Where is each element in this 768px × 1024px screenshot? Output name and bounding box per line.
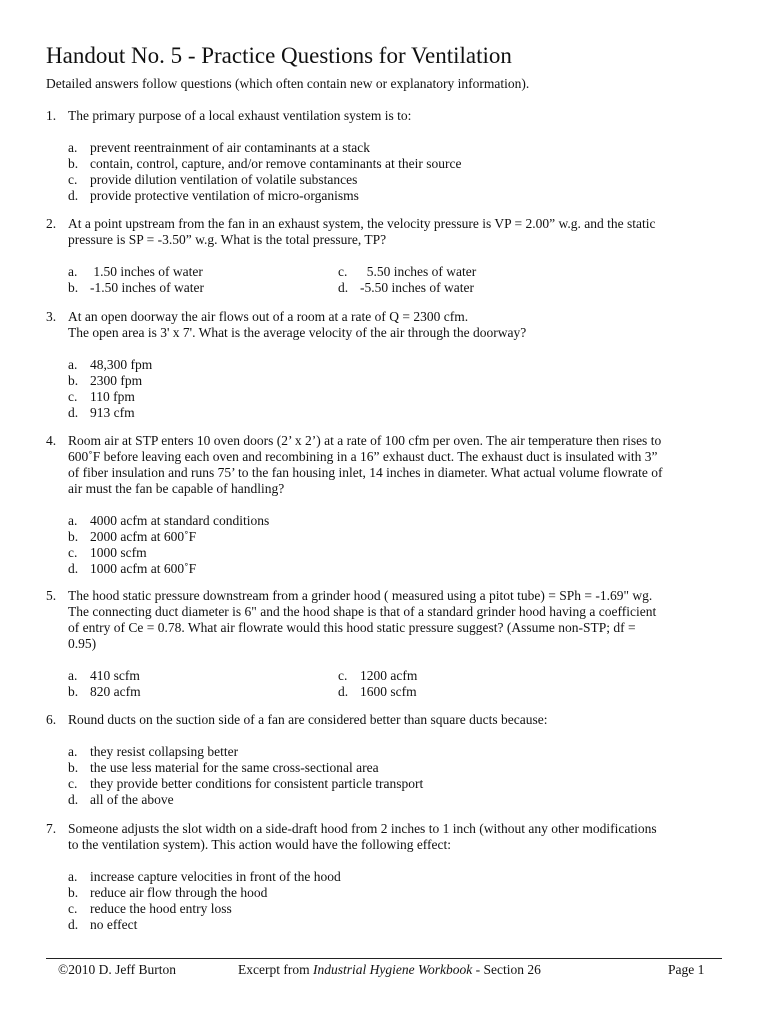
question-4 <box>46 433 736 577</box>
options-grid <box>46 264 736 296</box>
option-text: increase capture velocities in front of the hood <box>90 869 341 884</box>
footer-excerpt <box>238 962 541 978</box>
option-d <box>46 561 736 577</box>
option-a <box>46 513 736 529</box>
option-letter: b. <box>68 885 79 900</box>
options-list <box>46 744 736 808</box>
question-number: 2. <box>46 216 57 231</box>
option-letter: c. <box>68 172 78 187</box>
option-text: 48,300 fpm <box>90 357 153 372</box>
option-text: they resist collapsing better <box>90 744 239 759</box>
option-letter: a. <box>68 869 78 884</box>
options-list <box>46 513 736 577</box>
question-text: The open area is 3' x 7'. What is the average velocity of the air through the doorway? <box>68 325 527 340</box>
option-a <box>46 744 736 760</box>
option-a <box>46 140 736 156</box>
option-letter: c. <box>68 389 78 404</box>
question-number: 7. <box>46 821 57 836</box>
question-text: to the ventilation system). This action would have the following effect: <box>68 837 452 852</box>
question-text: Round ducts on the suction side of a fan are considered better than square ducts because: <box>68 712 548 727</box>
question-text: of entry of Ce = 0.78. What air flowrate would this hood static pressure suggest? (Assume non-STP; df = <box>68 620 636 635</box>
option-text: reduce air flow through the hood <box>90 885 268 900</box>
question-5 <box>46 588 736 700</box>
question-text: pressure is SP = -3.50” w.g. What is the total pressure, TP? <box>68 232 387 247</box>
question-text: Someone adjusts the slot width on a side-draft hood from 2 inches to 1 inch (without any other modifications <box>68 821 657 836</box>
question-text: Room air at STP enters 10 oven doors (2’ x 2’) at a rate of 100 cfm per oven. The air temperature then rises to <box>68 433 662 448</box>
footer-page-number: Page 1 <box>668 962 705 977</box>
option-b <box>46 529 736 545</box>
options-grid <box>46 668 736 700</box>
option-text: 2000 acfm at 600˚F <box>90 529 197 544</box>
option-text: 410 scfm <box>90 668 140 683</box>
option-text: -5.50 inches of water <box>360 280 474 295</box>
option-letter: c. <box>68 901 78 916</box>
option-text: all of the above <box>90 792 174 807</box>
option-c <box>46 901 736 917</box>
option-letter: a. <box>68 744 78 759</box>
option-text: 1.50 inches of water <box>90 264 203 279</box>
question-number: 1. <box>46 108 57 123</box>
options-list <box>46 140 736 204</box>
option-text: 1600 scfm <box>360 684 417 699</box>
option-letter: c. <box>68 776 78 791</box>
option-letter: d. <box>68 561 79 576</box>
option-b <box>46 885 736 901</box>
footer-book-title: Industrial Hygiene Workbook <box>312 962 473 977</box>
option-letter: d. <box>68 917 79 932</box>
option-text: 820 acfm <box>90 684 141 699</box>
option-letter: a. <box>68 513 78 528</box>
option-letter: b. <box>68 760 79 775</box>
option-c <box>46 776 736 792</box>
option-letter: a. <box>68 264 78 279</box>
footer-excerpt-prefix: Excerpt from <box>238 962 313 977</box>
option-a <box>46 357 736 373</box>
options-list <box>46 869 736 933</box>
option-text: 5.50 inches of water <box>360 264 477 279</box>
option-letter: b. <box>68 684 79 699</box>
option-d <box>46 405 736 421</box>
question-1 <box>46 108 736 204</box>
option-text: provide protective ventilation of micro-organisms <box>90 188 359 203</box>
options-list <box>46 357 736 421</box>
question-7 <box>46 821 736 933</box>
option-text: 913 cfm <box>90 405 135 420</box>
question-text: The hood static pressure downstream from a grinder hood ( measured using a pitot tube) = SPh = -1.69" wg. <box>68 588 653 603</box>
question-text: 0.95) <box>68 636 97 651</box>
option-text: 110 fpm <box>90 389 135 404</box>
option-text: prevent reentrainment of air contaminants at a stack <box>90 140 371 155</box>
page-title: Handout No. 5 - Practice Questions for Ventilation <box>46 43 512 68</box>
question-3 <box>46 309 736 421</box>
option-letter: d. <box>68 792 79 807</box>
option-b <box>46 156 736 172</box>
option-letter: b. <box>68 373 79 388</box>
option-letter: b. <box>68 529 79 544</box>
question-text: The primary purpose of a local exhaust ventilation system is to: <box>68 108 412 123</box>
question-number: 4. <box>46 433 57 448</box>
option-text: the use less material for the same cross-sectional area <box>90 760 379 775</box>
option-letter: d. <box>338 684 349 699</box>
question-2 <box>46 216 736 296</box>
question-text: The connecting duct diameter is 6" and the hood shape is that of a standard grinder hood having a coefficient <box>68 604 657 619</box>
option-letter: a. <box>68 140 78 155</box>
question-number: 3. <box>46 309 57 324</box>
option-d <box>46 917 736 933</box>
option-b <box>46 373 736 389</box>
option-text: 2300 fpm <box>90 373 143 388</box>
option-a <box>46 869 736 885</box>
footer-excerpt-suffix: - Section 26 <box>472 962 541 977</box>
option-text: contain, control, capture, and/or remove contaminants at their source <box>90 156 462 171</box>
option-letter: d. <box>68 188 79 203</box>
option-letter: a. <box>68 668 78 683</box>
question-text: of fiber insulation and runs 75’ to the fan housing inlet, 14 inches in diameter. What actual volume flowrate of <box>68 465 663 480</box>
option-b <box>46 760 736 776</box>
question-text: air must the fan be capable of handling? <box>68 481 285 496</box>
question-number: 5. <box>46 588 57 603</box>
question-text: At an open doorway the air flows out of a room at a rate of Q = 2300 cfm. <box>68 309 469 324</box>
option-d <box>46 188 736 204</box>
option-text: 1000 scfm <box>90 545 147 560</box>
footer-divider <box>46 958 722 959</box>
option-letter: c. <box>338 668 348 683</box>
question-6 <box>46 712 736 808</box>
option-letter: d. <box>68 405 79 420</box>
footer-copyright: ©2010 D. Jeff Burton <box>58 962 176 977</box>
option-text: 1200 acfm <box>360 668 418 683</box>
option-text: they provide better conditions for consistent particle transport <box>90 776 424 791</box>
option-d <box>46 792 736 808</box>
option-letter: d. <box>338 280 349 295</box>
option-c <box>46 389 736 405</box>
option-letter: b. <box>68 280 79 295</box>
option-text: no effect <box>90 917 138 932</box>
option-letter: a. <box>68 357 78 372</box>
option-c <box>46 172 736 188</box>
option-letter: c. <box>338 264 348 279</box>
question-text: 600˚F before leaving each oven and recombining in a 16” exhaust duct. The exhaust duct is insulated with 3” <box>68 449 658 464</box>
option-c <box>46 545 736 561</box>
intro-text: Detailed answers follow questions (which often contain new or explanatory information). <box>46 76 530 91</box>
option-text: 1000 acfm at 600˚F <box>90 561 197 576</box>
option-text: -1.50 inches of water <box>90 280 204 295</box>
option-letter: c. <box>68 545 78 560</box>
question-text: At a point upstream from the fan in an exhaust system, the velocity pressure is VP = 2.00” w.g. and the static <box>68 216 656 231</box>
option-text: 4000 acfm at standard conditions <box>90 513 270 528</box>
question-number: 6. <box>46 712 57 727</box>
option-letter: b. <box>68 156 79 171</box>
option-text: provide dilution ventilation of volatile substances <box>90 172 358 187</box>
option-text: reduce the hood entry loss <box>90 901 232 916</box>
